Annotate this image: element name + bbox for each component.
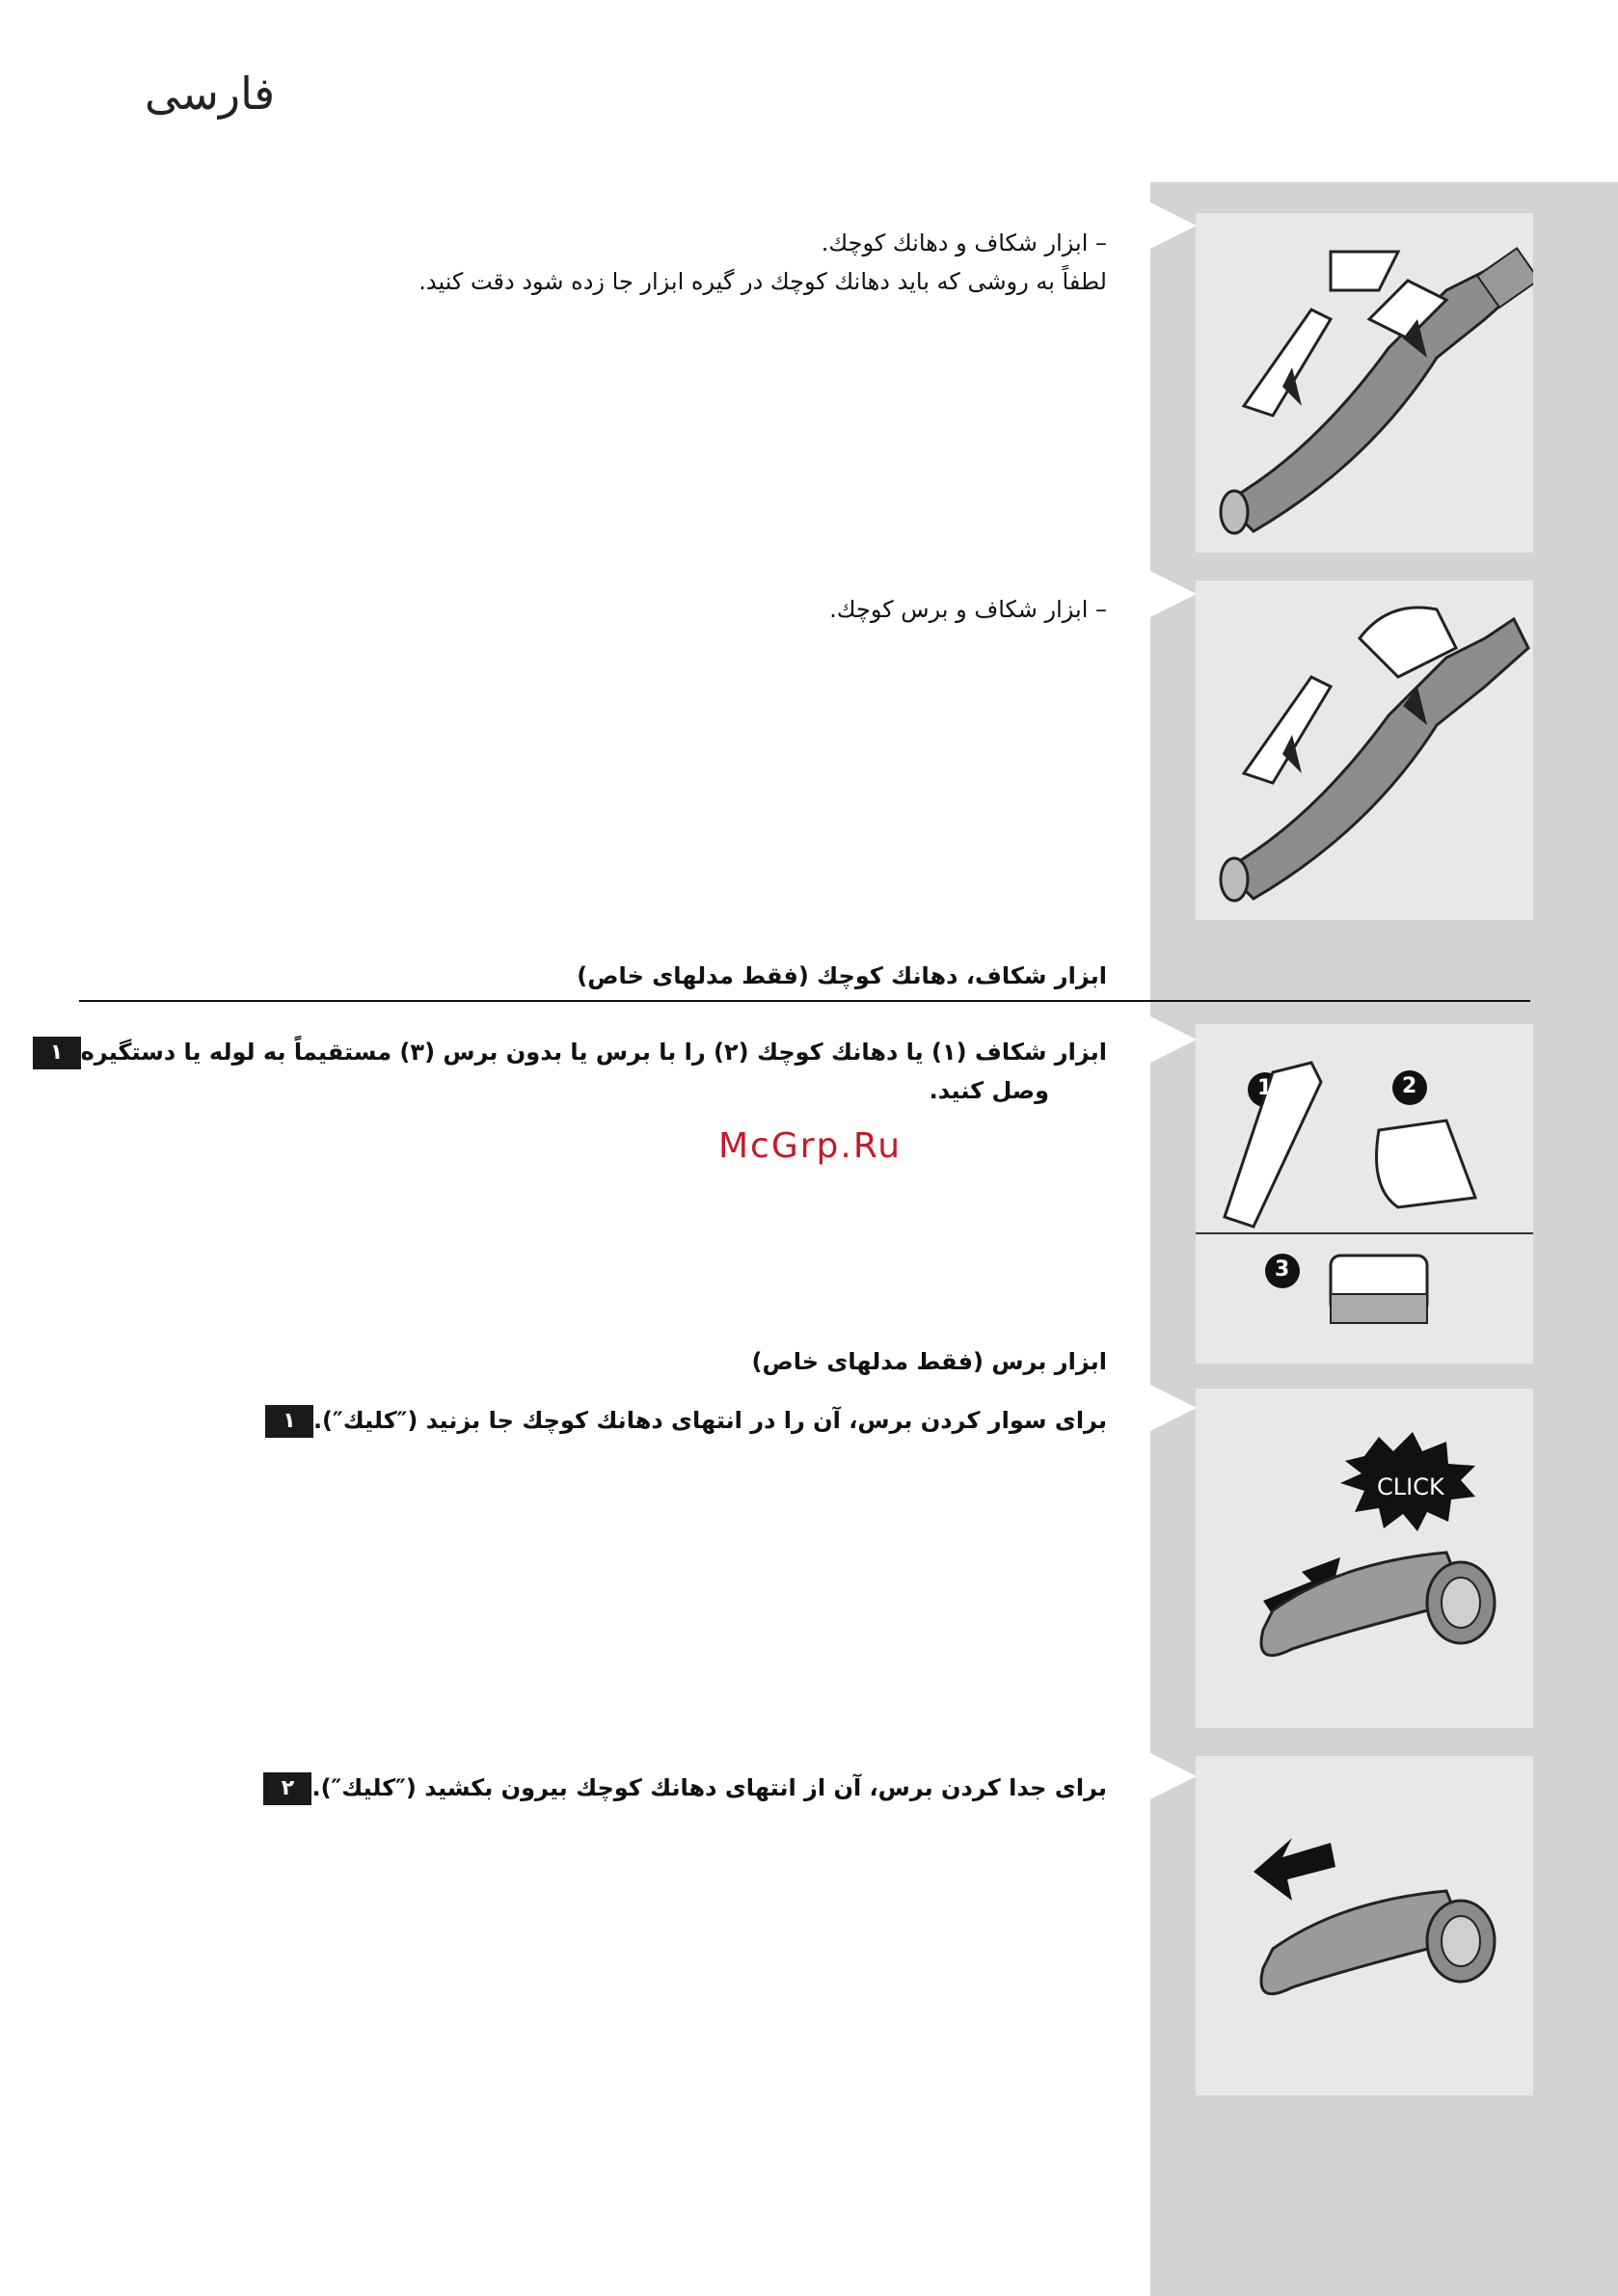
item-crevice-small-nozzle-note: لطفاً به روشى كه بايد دهانك كوچك در گيره ابزار جا زده شود دقت كنيد. [418, 268, 1107, 295]
illustration-accessories [1196, 1024, 1533, 1364]
panel-pointer [1150, 1385, 1197, 1431]
attach-brush-drawing [1196, 1389, 1533, 1728]
step-connect-crevice-line2: وصل كنيد. [929, 1077, 1049, 1104]
heading-crevice-tool: ابزار شکاف، دهانك كوچك (فقط مدلهاى خاص) [577, 962, 1107, 989]
page-language-title: فارسی [145, 68, 276, 120]
accessories-drawing [1196, 1024, 1533, 1364]
step-attach-brush [259, 1401, 1107, 1440]
step-number-badge: ۱ [265, 1405, 313, 1438]
click-burst-text: CLICK [1377, 1473, 1444, 1500]
item-crevice-small-nozzle: – ابزار شکاف و دهانك كوچك. [821, 230, 1107, 257]
accessory-label-two: 2 [1402, 1074, 1417, 1098]
watermark-text: McGrp.Ru [718, 1126, 903, 1166]
illustration-crevice-small-brush [1196, 581, 1533, 920]
panel-pointer [1150, 571, 1197, 617]
detach-brush-drawing [1196, 1756, 1533, 2095]
illustration-detach-brush [1196, 1756, 1533, 2095]
illustration-crevice-small-nozzle [1196, 213, 1533, 553]
step-attach-text: براى سوار كردن برس، آن را در انتهاى دهانك كوچك جا بزنيد (″كليك″). [312, 1407, 1107, 1434]
panel-pointer [1150, 1016, 1197, 1063]
panel-pointer [1150, 203, 1197, 249]
step1-text: ابزار شکاف (۱) يا دهانك كوچك (۲) را با برس يا بدون برس (۳) مستقيماً به لوله يا دستگيره [80, 1039, 1107, 1066]
accessory-label-three: 3 [1275, 1257, 1290, 1282]
step-detach-text: براى جدا كردن برس، آن از انتهاى دهانك كوچك بيرون بكشيد (″كليك″). [311, 1774, 1107, 1801]
step-detach-brush [257, 1769, 1107, 1807]
step-connect-crevice [27, 1033, 1107, 1071]
step-number-badge: ۲ [263, 1772, 311, 1805]
crevice-nozzle-drawing [1196, 213, 1533, 553]
illustration-attach-brush [1196, 1389, 1533, 1728]
panel-pointer [1150, 1753, 1197, 1799]
section-divider [79, 1000, 1530, 1002]
crevice-brush-drawing [1196, 581, 1533, 920]
step-number-badge: ۱ [33, 1037, 81, 1069]
accessory-label-one: 1 [1257, 1076, 1273, 1100]
heading-brush-tool: ابزار برس (فقط مدلهاى خاص) [751, 1348, 1107, 1375]
item-crevice-small-brush: – ابزار شکاف و برس کوچك. [829, 596, 1107, 623]
